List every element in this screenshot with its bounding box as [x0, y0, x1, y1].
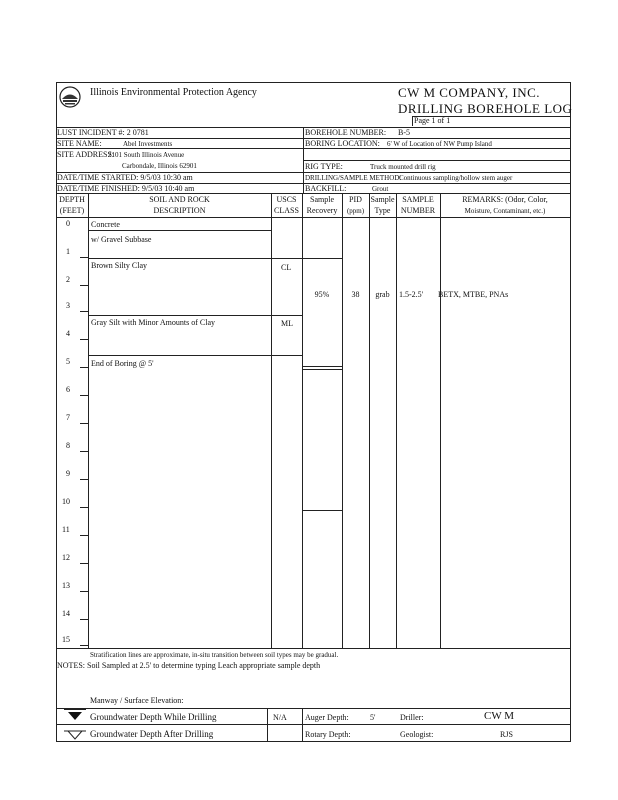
depth-label: 0 [66, 219, 70, 228]
col-soil-sub: DESCRIPTION [153, 206, 206, 215]
page-box-left [412, 116, 413, 126]
col-recovery: Sample [310, 195, 334, 204]
manway-elevation: Manway / Surface Elevation: [90, 696, 184, 705]
col-type-sub: Type [374, 206, 391, 215]
col-line-soil [271, 193, 272, 648]
info-line-3 [303, 160, 571, 161]
depth-tick [80, 395, 88, 396]
uscs-cl: CL [281, 263, 292, 272]
layer-gray-silt: Gray Silt with Minor Amounts of Clay [91, 318, 215, 327]
iepa-logo [59, 86, 81, 108]
layer-line-1 [88, 230, 271, 231]
drilling-method-label: DRILLING/SAMPLE METHOD: [305, 174, 402, 182]
depth-label: 1 [66, 247, 70, 256]
depth-label: 14 [62, 609, 70, 618]
layer-line-3 [88, 315, 302, 316]
sample-number: 1.5-2.5' [399, 290, 424, 299]
depth-tick [80, 619, 88, 620]
recovery-top-mark [302, 258, 342, 259]
frame-bottom [56, 741, 571, 742]
depth-tick [80, 285, 88, 286]
gw-while-drilling: Groundwater Depth While Drilling [90, 712, 217, 722]
col-uscs: USCS [276, 195, 297, 204]
depth-label: 12 [62, 553, 70, 562]
layer-gravel: w/ Gravel Subbase [91, 235, 152, 244]
page-number: Page 1 of 1 [414, 116, 451, 125]
col-line-recovery [342, 193, 343, 648]
depth-label: 8 [66, 441, 70, 450]
site-address-line1: 2101 South Illinois Avenue [108, 151, 185, 159]
incident-number: LUST INCIDENT #: 2 0781 [57, 128, 149, 137]
backfill-label: BACKFILL: [305, 184, 347, 193]
rig-type-label: RIG TYPE: [305, 162, 343, 171]
col-type: Sample [370, 195, 395, 204]
col-remarks: REMARKS: (Odor, Color, [462, 195, 548, 204]
site-address-label: SITE ADDRESS: [57, 150, 115, 159]
depth-tick [80, 451, 88, 452]
boring-location-value: 6' W of Location of NW Pump Island [387, 140, 492, 148]
company-name: CW M COMPANY, INC. [398, 85, 541, 100]
depth-tick [80, 507, 88, 508]
site-name-value: Abel Investments [123, 140, 173, 148]
backfill-value: Grout [372, 185, 389, 193]
iepa-logo-icon [59, 86, 81, 108]
depth-label: 7 [66, 413, 70, 422]
depth-tick [80, 591, 88, 592]
col-depth: DEPTH [59, 195, 85, 204]
depth-label: 3 [66, 301, 70, 310]
depth-label: 10 [62, 497, 70, 506]
frame-top [56, 82, 571, 83]
info-divider [303, 127, 304, 193]
depth-label: 11 [62, 525, 70, 534]
driller-value: CW M [484, 710, 515, 722]
info-line-6 [56, 193, 571, 194]
col-line-type [396, 193, 397, 648]
layer-line-2 [88, 258, 302, 259]
stratification-note: Stratification lines are approximate, in-situ transition between soil types may be gradual. [90, 651, 339, 659]
recovery-end-mark-1 [302, 366, 342, 367]
col-number: SAMPLE [402, 195, 434, 204]
depth-tick [80, 257, 88, 258]
depth-tick [80, 311, 88, 312]
frame-right [570, 82, 571, 742]
header-bottom-line [56, 217, 571, 218]
col-remarks-sub: Moisture, Contaminant, etc.) [464, 207, 546, 215]
depth-label: 9 [66, 469, 70, 478]
depth-tick [80, 423, 88, 424]
table-bottom-line [56, 648, 571, 649]
layer-brown-silty-clay: Brown Silty Clay [91, 261, 148, 270]
drilling-method-value: Continuous sampling/hollow stem auger [399, 174, 513, 182]
borehole-number-value: B-5 [398, 128, 410, 137]
layer-line-4 [88, 355, 302, 356]
depth-tick [80, 645, 88, 646]
depth-tick [80, 535, 88, 536]
col-line-uscs [302, 193, 303, 648]
water-level-hollow-icon [64, 727, 86, 737]
depth-label: 4 [66, 329, 70, 338]
col-number-sub: NUMBER [400, 206, 436, 215]
sample-recovery: 95% [314, 290, 330, 299]
col-line-pid [369, 193, 370, 648]
uscs-ml: ML [281, 319, 293, 328]
driller-label: Driller: [400, 713, 424, 722]
depth-label: 6 [66, 385, 70, 394]
depth-label: 13 [62, 581, 70, 590]
rotary-depth-label: Rotary Depth: [305, 730, 351, 739]
site-name-label: SITE NAME: [57, 139, 102, 148]
rig-type-value: Truck mounted drill rig [370, 163, 436, 171]
recovery-end-mark-2 [302, 369, 342, 370]
boring-location-label: BORING LOCATION: [305, 139, 380, 148]
site-address-line2: Carbondale, Illinois 62901 [122, 162, 197, 170]
col-depth-unit: (FEET) [59, 206, 85, 215]
footer-divider-1 [267, 708, 268, 741]
col-recovery-sub: Recovery [306, 206, 338, 215]
col-line-depth [88, 193, 89, 648]
sample-pid: 38 [351, 290, 360, 299]
date-started: DATE/TIME STARTED: 9/5/03 10:30 am [57, 173, 193, 182]
depth-label: 2 [66, 275, 70, 284]
footer-line-1 [56, 708, 571, 709]
col-soil: SOIL AND ROCK [149, 195, 210, 204]
depth-tick [80, 479, 88, 480]
depth-tick [80, 367, 88, 368]
footer-line-2 [56, 724, 571, 725]
depth-label: 15 [62, 635, 70, 644]
col-uscs-sub: CLASS [274, 206, 299, 215]
water-level-filled-icon [68, 712, 82, 720]
geologist-value: RJS [500, 730, 513, 739]
info-line-2 [56, 148, 571, 149]
depth-tick [80, 339, 88, 340]
layer-concrete: Concrete [91, 220, 120, 229]
water-level-filled-icon-line [64, 709, 86, 710]
borehole-number-label: BOREHOLE NUMBER: [305, 128, 387, 137]
geologist-label: Geologist: [400, 730, 434, 739]
document-title: DRILLING BOREHOLE LOG [398, 101, 573, 116]
date-finished: DATE/TIME FINISHED: 9/5/03 10:40 am [57, 184, 195, 193]
recovery-mark-3 [302, 510, 342, 511]
layer-end-of-boring: End of Boring @ 5' [91, 359, 154, 368]
notes: NOTES: Soil Sampled at 2.5' to determine typing Leach appropriate sample depth [57, 661, 321, 670]
col-pid-sub: (ppm) [346, 207, 365, 215]
auger-depth-label: Auger Depth: [305, 713, 349, 722]
depth-label: 5 [66, 357, 70, 366]
col-pid: PID [349, 195, 362, 204]
sample-remarks: BETX, MTBE, PNAs [438, 290, 509, 299]
auger-depth-value: 5' [370, 713, 376, 722]
sample-type: grab [375, 290, 390, 299]
gw-after-drilling: Groundwater Depth After Drilling [90, 729, 214, 739]
footer-divider-2 [302, 708, 303, 741]
gw-while-value: N/A [273, 713, 287, 722]
depth-tick [80, 563, 88, 564]
col-line-number [440, 193, 441, 648]
agency-name: Illinois Environmental Protection Agency [90, 87, 257, 98]
